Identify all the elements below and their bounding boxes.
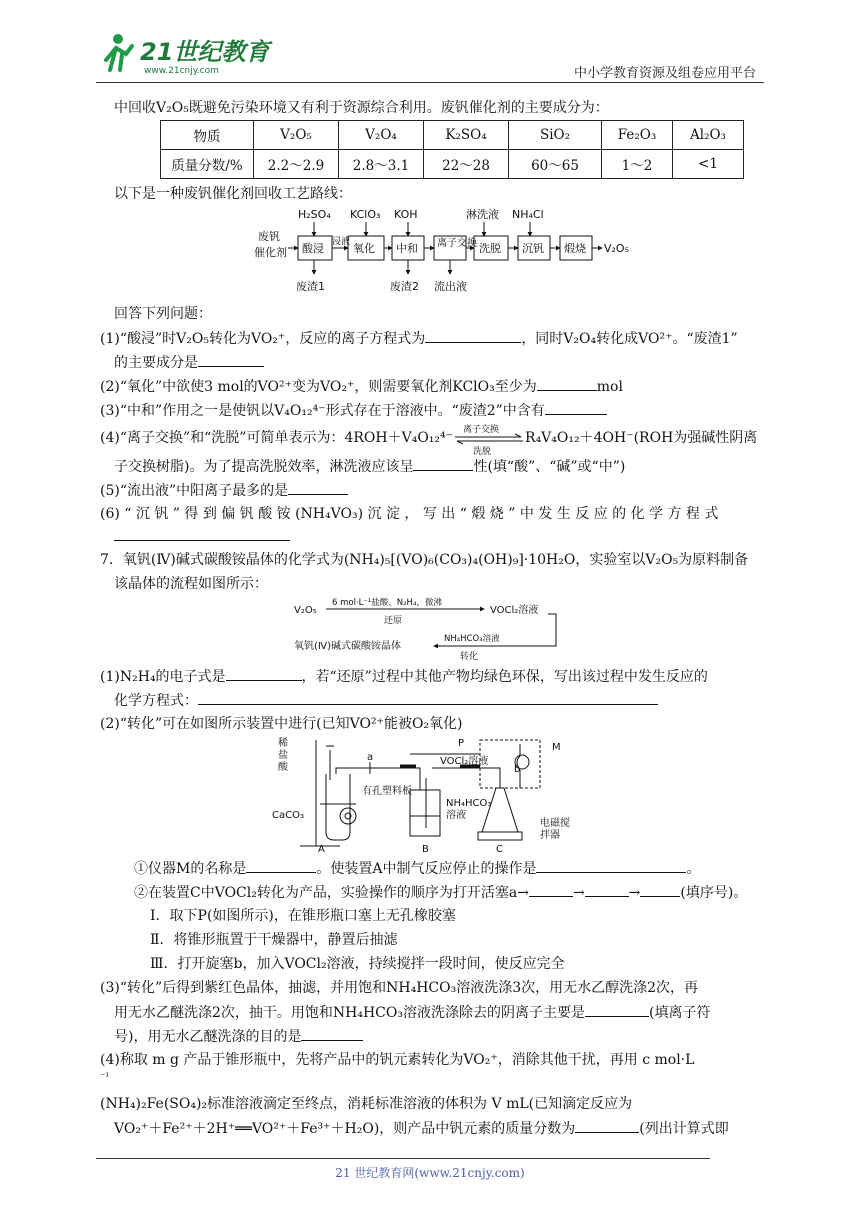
q7-part3-line1: (3)“转化”后得到紫红色晶体，抽滤，并用饱和NH₄HCO₃溶液洗涤3次，用无水乙醇洗涤2次，再: [100, 980, 699, 996]
flow-box-oxidize: 氧化: [353, 242, 375, 255]
answer-blank[interactable]: [198, 690, 658, 705]
flow-reagent: NH₄Cl: [512, 208, 544, 221]
synthesis-flow-diagram: [294, 596, 564, 662]
q6-part3: (3)“中和”作用之一是使钒以V₄O₁₂⁴⁻形式存在于溶液中。“废渣2”中含有: [100, 400, 607, 421]
flow-start-line2: 催化剂: [254, 246, 287, 259]
answer-blank[interactable]: [198, 352, 264, 367]
answer-blank[interactable]: [585, 882, 629, 897]
q7-part4-line1: (4)称取 m g 产品于锥形瓶中，先将产品中的钒元素转化为VO₂⁺，消除其他干扰，再用 c mol·L: [100, 1052, 695, 1068]
table-header-row: [161, 121, 744, 150]
table-cell: K₂SO₄: [424, 121, 509, 150]
table-cell: 2.2～2.9: [254, 150, 339, 179]
questions-intro: 回答下列问题：: [114, 306, 212, 322]
acid-label: 盐: [278, 750, 288, 761]
table-cell: V₂O₅: [254, 121, 339, 150]
acid-label: 酸: [278, 762, 288, 773]
flow-box-ion-exchange: 离子交换: [437, 238, 477, 249]
answer-blank[interactable]: [425, 328, 521, 343]
flow2-top-condition: 6 mol·L⁻¹盐酸、N₂H₄，微沸: [332, 598, 442, 608]
q7-part4-line3: VO₂⁺＋Fe²⁺＋2H⁺══VO²⁺＋Fe³⁺＋H₂O)，则产品中钒元素的质量分数为 (列出计算式即: [114, 1118, 729, 1139]
q7-part3-line2: 用无水乙醚洗涤2次，抽干。用饱和NH₄HCO₃溶液洗涤除去的阴离子主要是 (填离子符: [114, 1002, 710, 1023]
flow-box-neutralize: 中和: [396, 242, 418, 255]
flow2-middle: VOCl₂溶液: [490, 605, 539, 616]
q7-part4-line2: (NH₄)₂Fe(SO₄)₂标准溶液滴定至终点，消耗标准溶液的体积为 V mL(已知滴定反应为: [100, 1096, 633, 1112]
valve-a-label: a: [367, 752, 374, 763]
q7-part1-line1: (1)N₂H₄的电子式是 ，若“还原”过程中其他产物均绿色环保，写出该过程中发生反应的: [100, 666, 708, 687]
answer-blank[interactable]: [545, 400, 607, 415]
composition-table: [160, 120, 744, 179]
answer-blank[interactable]: [114, 540, 290, 541]
table-cell: 60～65: [509, 150, 602, 179]
flow-output: 流出液: [434, 280, 467, 293]
apparatus-b: B: [422, 844, 429, 855]
recovery-flow-diagram: [252, 204, 652, 296]
q6-part4-line1: (4)“离子交换”和“洗脱”可简单表示为：4ROH＋V₄O₁₂⁴⁻ 离子交换 洗脱 R₄V₄O₁₂＋4OH⁻(ROH为强碱性阴离: [100, 425, 758, 457]
flow-box-precipitate: 沉钒: [522, 242, 544, 255]
q6-part1-line1: (1)“酸浸”时V₂O₅转化为VO₂⁺，反应的离子方程式为 ，同时V₂O₄转化成VO²⁺。“废渣1”: [100, 328, 738, 349]
flow-reagent: KClO₃: [350, 208, 381, 221]
voc-label: VOCl₂溶液: [440, 756, 489, 767]
apparatus-diagram: [270, 738, 590, 855]
table-cell: 2.8～3.1: [339, 150, 424, 179]
p-label: P: [458, 738, 465, 749]
logo-text: 21世纪教育: [140, 38, 270, 66]
flow-reagent: 淋洗液: [466, 208, 499, 221]
table-cell: <1: [673, 150, 744, 179]
q7-sub2: ②在装置C中VOCl₂转化为产品，实验操作的顺序为打开活塞a→ → → (填序号)。: [134, 882, 747, 903]
flow-output: 废渣2: [390, 280, 419, 293]
step-1: Ⅰ．取下P(如图所示)，在锥形瓶口塞上无孔橡胶塞: [150, 908, 456, 924]
flow-box-elute: 洗脱: [479, 242, 501, 255]
table-row: [161, 150, 744, 179]
nh4-label: NH₄HCO₃: [446, 798, 492, 809]
header-divider: [96, 82, 764, 83]
route-intro: 以下是一种废钒催化剂回收工艺路线：: [114, 186, 352, 202]
flow-product: V₂O₅: [604, 242, 630, 255]
intro-text: 中回收V₂O₅既避免污染环境又有利于资源综合利用。废钒催化剂的主要成分为：: [114, 100, 609, 116]
flow-box-calcine: 煅烧: [564, 242, 586, 255]
answer-blank[interactable]: [246, 858, 316, 873]
q6-part1-line2: 的主要成分是: [114, 352, 264, 373]
table-cell: 物质: [161, 121, 254, 150]
m-label: M: [552, 742, 561, 753]
reversible-arrow: 离子交换 洗脱: [453, 428, 525, 448]
step-3: Ⅲ．打开旋塞b，加入VOCl₂溶液，持续搅拌一段时间，使反应完全: [150, 956, 565, 972]
flow-reagent: KOH: [394, 208, 418, 221]
q7-part3-line3: 号)，用无水乙醚洗涤的目的是: [114, 1026, 363, 1047]
flow2-final: 氧钒(Ⅳ)碱式碳酸铵晶体: [294, 641, 402, 652]
table-cell: Fe₂O₃: [602, 121, 673, 150]
table-cell: 质量分数/%: [161, 150, 254, 179]
answer-blank[interactable]: [529, 882, 573, 897]
header-platform-text: 中小学教育资源及组卷应用平台: [573, 66, 756, 81]
caco3-label: CaCO₃: [272, 810, 304, 821]
q6-part6: (6) “ 沉 钒 ” 得 到 偏 钒 酸 铵 (NH₄VO₃) 沉 淀 ， 写 出 “ 煅 烧 ” 中 发 生 反 应 的 化 学 方 程 式: [100, 506, 719, 522]
logo-url: www.21cnjy.com: [144, 66, 219, 76]
stirrer-label: 拌器: [540, 830, 560, 841]
q7-part2-intro: (2)“转化”可在如图所示装置中进行(已知VO²⁺能被O₂氧化): [100, 716, 463, 732]
answer-blank[interactable]: [640, 882, 680, 897]
flow-start-line1: 废钒: [258, 230, 280, 243]
q6-part4-line2: 子交换树脂)。为了提高洗脱效率，淋洗液应该呈 性(填“酸”、“碱”或“中”): [114, 456, 625, 477]
valve-b-label: b: [514, 764, 521, 775]
table-cell: SiO₂: [509, 121, 602, 150]
answer-blank[interactable]: [226, 666, 302, 681]
table-cell: 1～2: [602, 150, 673, 179]
q7-sub1: ①仪器M的名称是 。使装置A中制气反应停止的操作是 。: [134, 858, 700, 879]
answer-blank[interactable]: [537, 376, 597, 391]
stirrer-label: 电磁搅: [540, 818, 570, 829]
footer-divider: [96, 1158, 710, 1159]
table-cell: Al₂O₃: [673, 121, 744, 150]
apparatus-c: C: [496, 844, 503, 855]
q6-part2: (2)“氧化”中欲使3 mol的VO²⁺变为VO₂⁺，则需要氧化剂KClO₃至少为 mol: [100, 376, 623, 397]
runner-icon: [106, 34, 132, 70]
flow2-bottom-condition: NH₄HCO₃溶液: [444, 634, 500, 644]
flow-box-acid-leach: 酸浸: [302, 242, 324, 255]
flow2-bottom-label: 转化: [460, 652, 479, 662]
answer-blank[interactable]: [575, 1118, 639, 1133]
flow-output: 废渣1: [296, 280, 325, 293]
table-cell: 22～28: [424, 150, 509, 179]
answer-blank[interactable]: [536, 858, 686, 873]
q7-part4-exponent: ⁻¹: [100, 1072, 110, 1083]
q6-part5: (5)“流出液”中阳离子最多的是: [100, 480, 348, 501]
answer-blank[interactable]: [301, 1026, 363, 1041]
answer-blank[interactable]: [288, 480, 348, 495]
flow-leachate-label: 浸液: [332, 237, 351, 247]
answer-blank[interactable]: [413, 456, 473, 471]
q7-line1: 7．氧钒(Ⅳ)碱式碳酸铵晶体的化学式为(NH₄)₅[(VO)₆(CO₃)₄(OH)₉]·10H₂O，实验室以V₂O₅为原料制备: [100, 552, 749, 568]
flow-reagent: H₂SO₄: [298, 208, 331, 221]
q7-line2: 该晶体的流程如图所示：: [114, 576, 268, 592]
nh4-label: 溶液: [446, 810, 466, 821]
footer-text[interactable]: 21 世纪教育网(www.21cnjy.com): [335, 1166, 525, 1180]
q7-part1-line2: 化学方程式：: [114, 690, 658, 711]
answer-blank[interactable]: [585, 1002, 649, 1017]
flow2-start: V₂O₅: [294, 605, 317, 616]
flow2-top-label: 还原: [384, 616, 403, 626]
step-2: Ⅱ．将锥形瓶置于干燥器中，静置后抽滤: [150, 932, 398, 948]
apparatus-a: A: [318, 844, 325, 855]
acid-label: 稀: [278, 738, 288, 749]
plate-label: 有孔塑料板: [362, 786, 412, 797]
table-cell: V₂O₄: [339, 121, 424, 150]
site-logo: [96, 30, 270, 76]
